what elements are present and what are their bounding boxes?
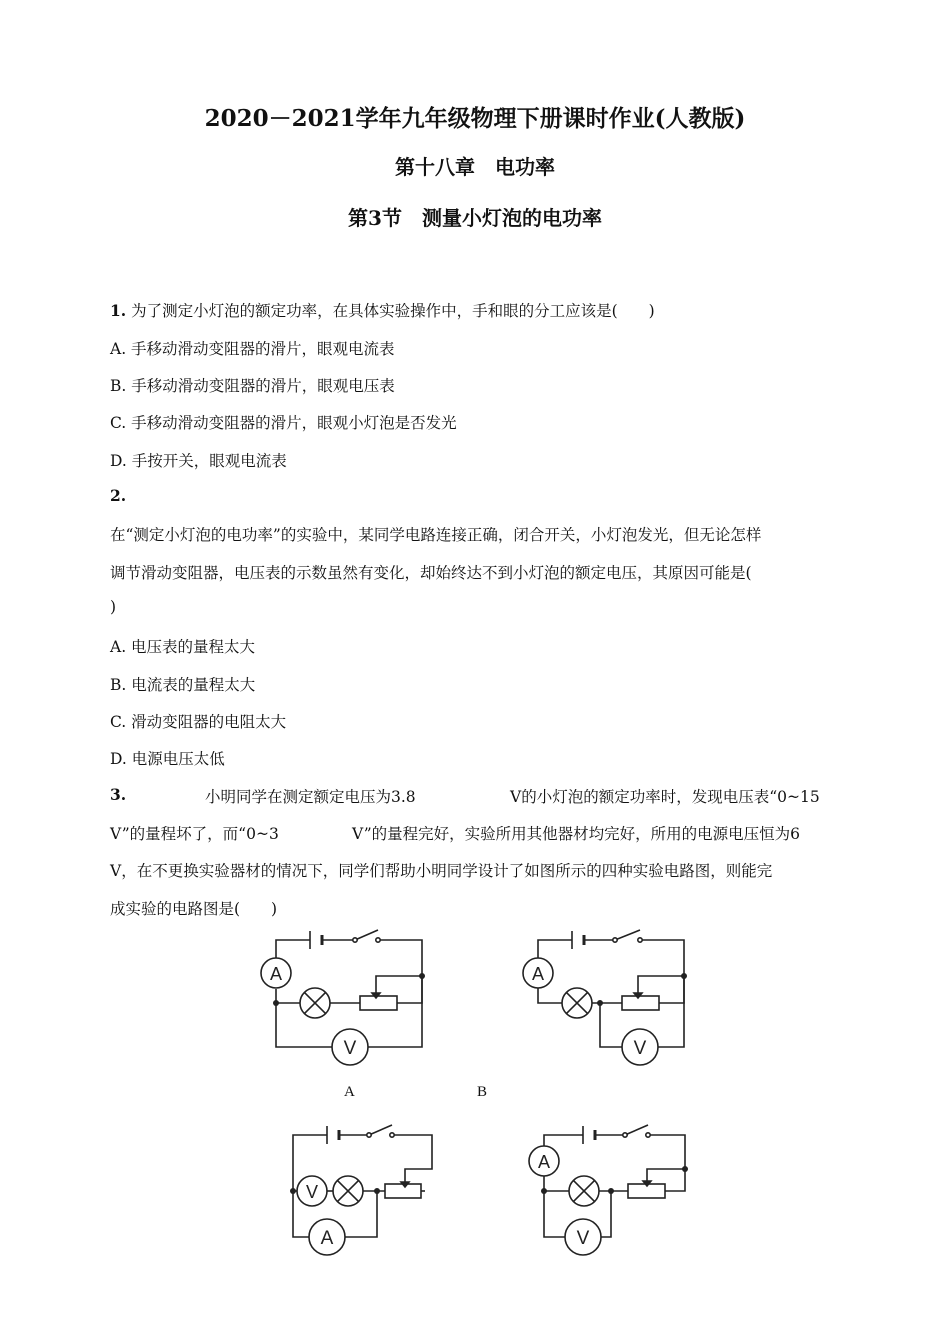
svg-text:V: V xyxy=(633,1038,647,1059)
q2-option-c: C. 滑动变阻器的电阻太大 xyxy=(110,713,287,731)
lamp-icon xyxy=(569,1176,599,1206)
switch-icon xyxy=(613,930,642,942)
q3-line-2a: V”的量程坏了，而“0~3 xyxy=(110,825,279,843)
switch-icon xyxy=(353,930,380,942)
svg-text:A: A xyxy=(320,1228,334,1249)
circuit-diagram-a xyxy=(250,925,440,1065)
q3-number: 3. xyxy=(110,785,127,804)
ammeter-icon xyxy=(529,1146,559,1176)
q3-line-2b: V”的量程完好，实验所用其他器材均完好，所用的电源电压恒为6 xyxy=(352,825,801,843)
lamp-icon xyxy=(562,988,592,1018)
ammeter-icon xyxy=(309,1219,345,1255)
q1-option-c: C. 手移动滑动变阻器的滑片，眼观小灯泡是否发光 xyxy=(110,414,457,432)
q2-option-d: D. 电源电压太低 xyxy=(110,750,225,768)
svg-text:V: V xyxy=(576,1228,590,1249)
q1-option-a: A. 手移动滑动变阻器的滑片，眼观电流表 xyxy=(110,340,395,358)
circuit-diagram-b xyxy=(510,925,700,1065)
svg-text:A: A xyxy=(537,1152,551,1172)
battery-icon xyxy=(583,1126,595,1144)
q2-number: 2. xyxy=(110,486,127,505)
battery-icon xyxy=(310,931,322,949)
section-title: 第3节 测量小灯泡的电功率 xyxy=(348,206,602,230)
switch-icon xyxy=(623,1125,650,1137)
figure-label-a: A xyxy=(344,1084,355,1100)
voltmeter-icon xyxy=(297,1176,327,1206)
q3-line-1a: 小明同学在测定额定电压为3.8 xyxy=(205,788,416,806)
ammeter-icon xyxy=(523,958,553,988)
rheostat-icon xyxy=(360,993,397,1010)
q3-line-3: V，在不更换实验器材的情况下，同学们帮助小明同学设计了如图所示的四种实验电路图，则能完 xyxy=(110,862,773,880)
q3-line-1b: V的小灯泡的额定功率时，发现电压表“0~15 xyxy=(510,788,820,806)
rheostat-icon xyxy=(385,1182,421,1198)
circuit-diagram-c xyxy=(285,1118,445,1258)
svg-text:V: V xyxy=(305,1182,319,1202)
battery-icon xyxy=(572,931,584,949)
chapter-title: 第十八章 电功率 xyxy=(395,155,555,179)
voltmeter-icon xyxy=(332,1029,368,1065)
page-title: 2020－2021学年九年级物理下册课时作业(人教版) xyxy=(204,105,746,132)
voltmeter-icon xyxy=(565,1219,601,1255)
voltmeter-icon xyxy=(622,1029,658,1065)
svg-text:A: A xyxy=(531,964,545,984)
q1-option-b: B. 手移动滑动变阻器的滑片，眼观电压表 xyxy=(110,377,395,395)
ammeter-icon xyxy=(261,958,291,988)
switch-icon xyxy=(367,1125,394,1137)
q3-line-4: 成实验的电路图是( ) xyxy=(110,900,278,918)
figure-label-b: B xyxy=(477,1084,488,1100)
circuit-diagram-d xyxy=(525,1118,695,1258)
q2-stem-line-2: 调节滑动变阻器，电压表的示数虽然有变化，却始终达不到小灯泡的额定电压，其原因可能是( xyxy=(110,564,752,582)
q2-stem-line-1: 在“测定小灯泡的电功率”的实验中，某同学电路连接正确，闭合开关，小灯泡发光，但无论怎样 xyxy=(110,526,762,544)
lamp-icon xyxy=(300,988,330,1018)
rheostat-icon xyxy=(628,1181,665,1198)
q1-stem: 为了测定小灯泡的额定功率，在具体实验操作中，手和眼的分工应该是( ) xyxy=(131,302,655,320)
svg-text:A: A xyxy=(269,964,283,984)
q1-option-d: D. 手按开关，眼观电流表 xyxy=(110,452,287,470)
lamp-icon xyxy=(333,1176,363,1206)
rheostat-icon xyxy=(622,993,659,1010)
battery-icon xyxy=(327,1126,339,1144)
svg-text:V: V xyxy=(343,1038,357,1059)
q2-option-b: B. 电流表的量程太大 xyxy=(110,676,256,694)
q1-number: 1. xyxy=(110,301,127,320)
q2-option-a: A. 电压表的量程太大 xyxy=(110,638,256,656)
q1-stem-line xyxy=(110,299,655,321)
q2-stem-line-3: ) xyxy=(110,598,117,616)
